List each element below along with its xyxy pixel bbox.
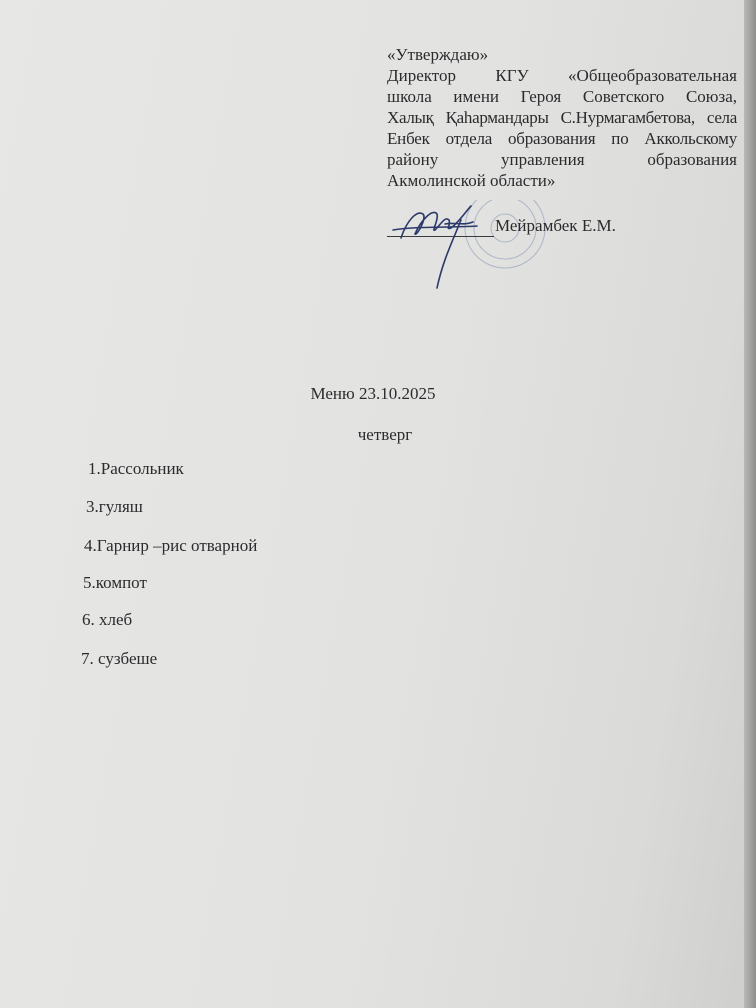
menu-item-5: 6. хлеб <box>82 610 133 629</box>
signature-icon <box>393 206 477 288</box>
page-edge-shadow <box>744 0 756 1008</box>
stamp-and-signature <box>387 200 587 295</box>
menu-title: Меню 23.10.2025 <box>310 384 436 403</box>
approval-block <box>387 44 737 191</box>
approval-line-3: Халық Қаһармандары С.Нурмагамбетова, села <box>387 108 737 127</box>
signature-row <box>387 212 737 292</box>
menu-item-1: 1.Рассольник <box>88 459 184 478</box>
approval-line-6: Акмолинской области» <box>387 171 556 190</box>
approval-line-2: школа имени Героя Советского Союза, <box>387 87 737 106</box>
signature-line <box>387 236 494 237</box>
approval-line-5: району управления образования <box>387 150 737 169</box>
menu-item-4: 5.компот <box>83 573 147 592</box>
approval-line-1: Директор КГУ «Общеобразовательная <box>387 66 737 85</box>
menu-item-2: 3.гуляш <box>86 497 143 516</box>
menu-item-6: 7. сузбеше <box>81 649 158 668</box>
menu-item-3: 4.Гарнир –рис отварной <box>84 536 258 555</box>
menu-weekday: четверг <box>357 425 413 444</box>
approval-line-4: Енбек отдела образования по Аккольскому <box>387 129 737 148</box>
signer-name: Мейрамбек Е.М. <box>495 216 616 235</box>
approval-heading: «Утверждаю» <box>387 45 489 64</box>
